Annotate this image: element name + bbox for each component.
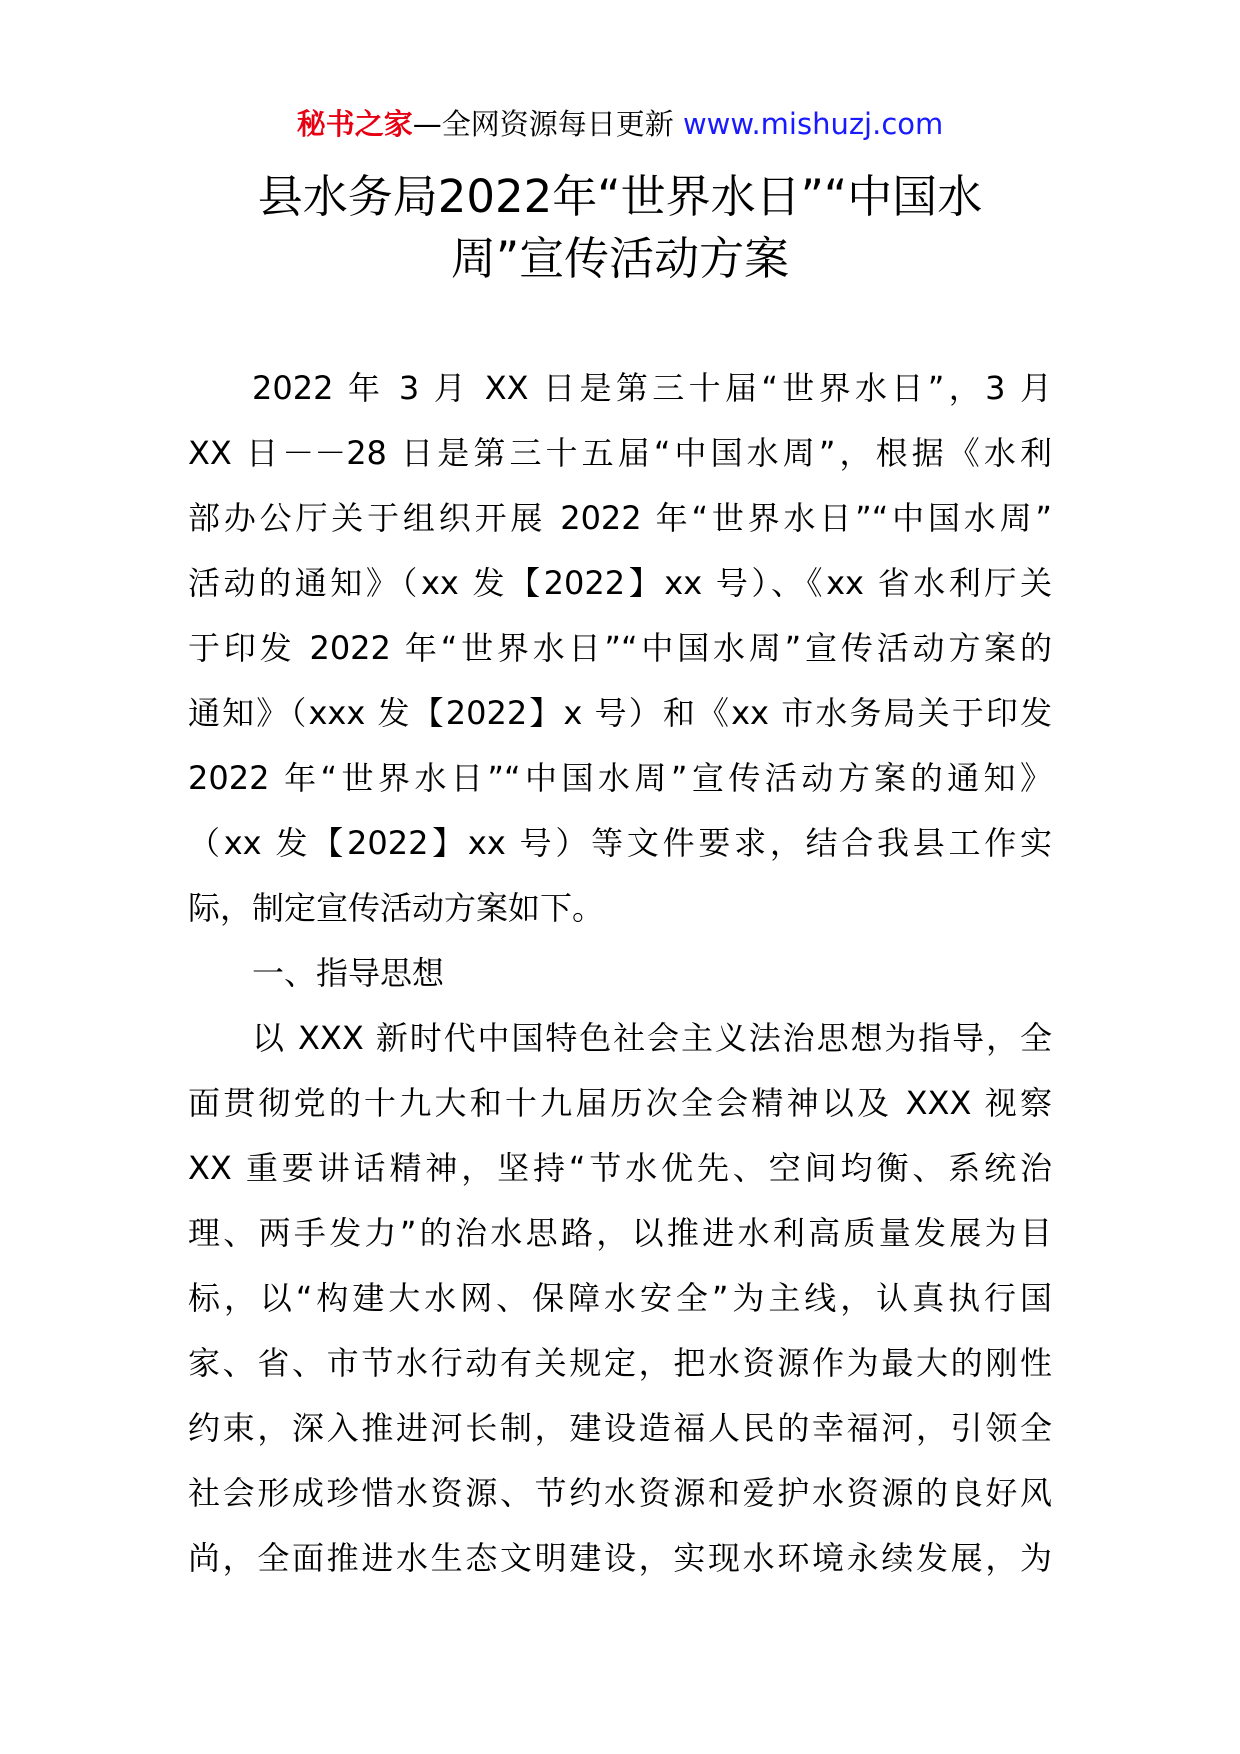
paragraph-line: 尚，全面推进水生态文明建设，实现水环境永续发展，为 bbox=[188, 1539, 1052, 1577]
paragraph-line: 部办公厅关于组织开展 2022 年“世界水日”“中国水周” bbox=[188, 499, 1052, 537]
paragraph-line: 家、省、市节水行动有关规定，把水资源作为最大的刚性 bbox=[188, 1344, 1052, 1382]
site-slogan: —全网资源每日更新 bbox=[412, 107, 674, 141]
paragraph-line: 社会形成珍惜水资源、节约水资源和爱护水资源的良好风 bbox=[188, 1474, 1052, 1512]
section-heading: 一、指导思想 bbox=[252, 954, 445, 992]
paragraph-line: 活动的通知》（xx 发【2022】xx 号）、《xx 省水利厅关 bbox=[188, 564, 1052, 602]
paragraph-line: 于印发 2022 年“世界水日”“中国水周”宣传活动方案的 bbox=[188, 629, 1052, 667]
paragraph-line: 2022 年“世界水日”“中国水周”宣传活动方案的通知》 bbox=[188, 759, 1052, 797]
site-url-link[interactable]: www.mishuzj.com bbox=[682, 107, 944, 141]
title-line-1: 县水务局2022年“世界水日”“中国水 bbox=[257, 170, 983, 223]
paragraph-line: 标，以“构建大水网、保障水安全”为主线，认真执行国 bbox=[188, 1279, 1052, 1317]
paragraph-line: 际，制定宣传活动方案如下。 bbox=[188, 889, 605, 927]
paragraph-line: XX 重要讲话精神，坚持“节水优先、空间均衡、系统治 bbox=[188, 1149, 1052, 1187]
title-line-2: 周”宣传活动方案 bbox=[450, 232, 790, 285]
site-brand: 秘书之家 bbox=[296, 107, 413, 141]
paragraph-line: 通知》（xxx 发【2022】x 号）和《xx 市水务局关于印发 bbox=[188, 694, 1052, 732]
document-body bbox=[188, 356, 1052, 1591]
paragraph-line: XX 日－－28 日是第三十五届“中国水周”，根据《水利 bbox=[188, 434, 1052, 472]
document-title bbox=[150, 166, 1090, 290]
site-banner bbox=[0, 104, 1240, 144]
paragraph-line: （xx 发【2022】xx 号）等文件要求，结合我县工作实 bbox=[188, 824, 1052, 862]
paragraph-line: 面贯彻党的十九大和十九届历次全会精神以及 XXX 视察 bbox=[188, 1084, 1052, 1122]
paragraph-line: 约束，深入推进河长制，建设造福人民的幸福河，引领全 bbox=[188, 1409, 1052, 1447]
paragraph-line: 2022 年 3 月 XX 日是第三十届“世界水日”，3 月 bbox=[252, 369, 1052, 407]
paragraph-line: 以 XXX 新时代中国特色社会主义法治思想为指导，全 bbox=[252, 1019, 1052, 1057]
paragraph-line: 理、两手发力”的治水思路，以推进水利高质量发展为目 bbox=[188, 1214, 1052, 1252]
